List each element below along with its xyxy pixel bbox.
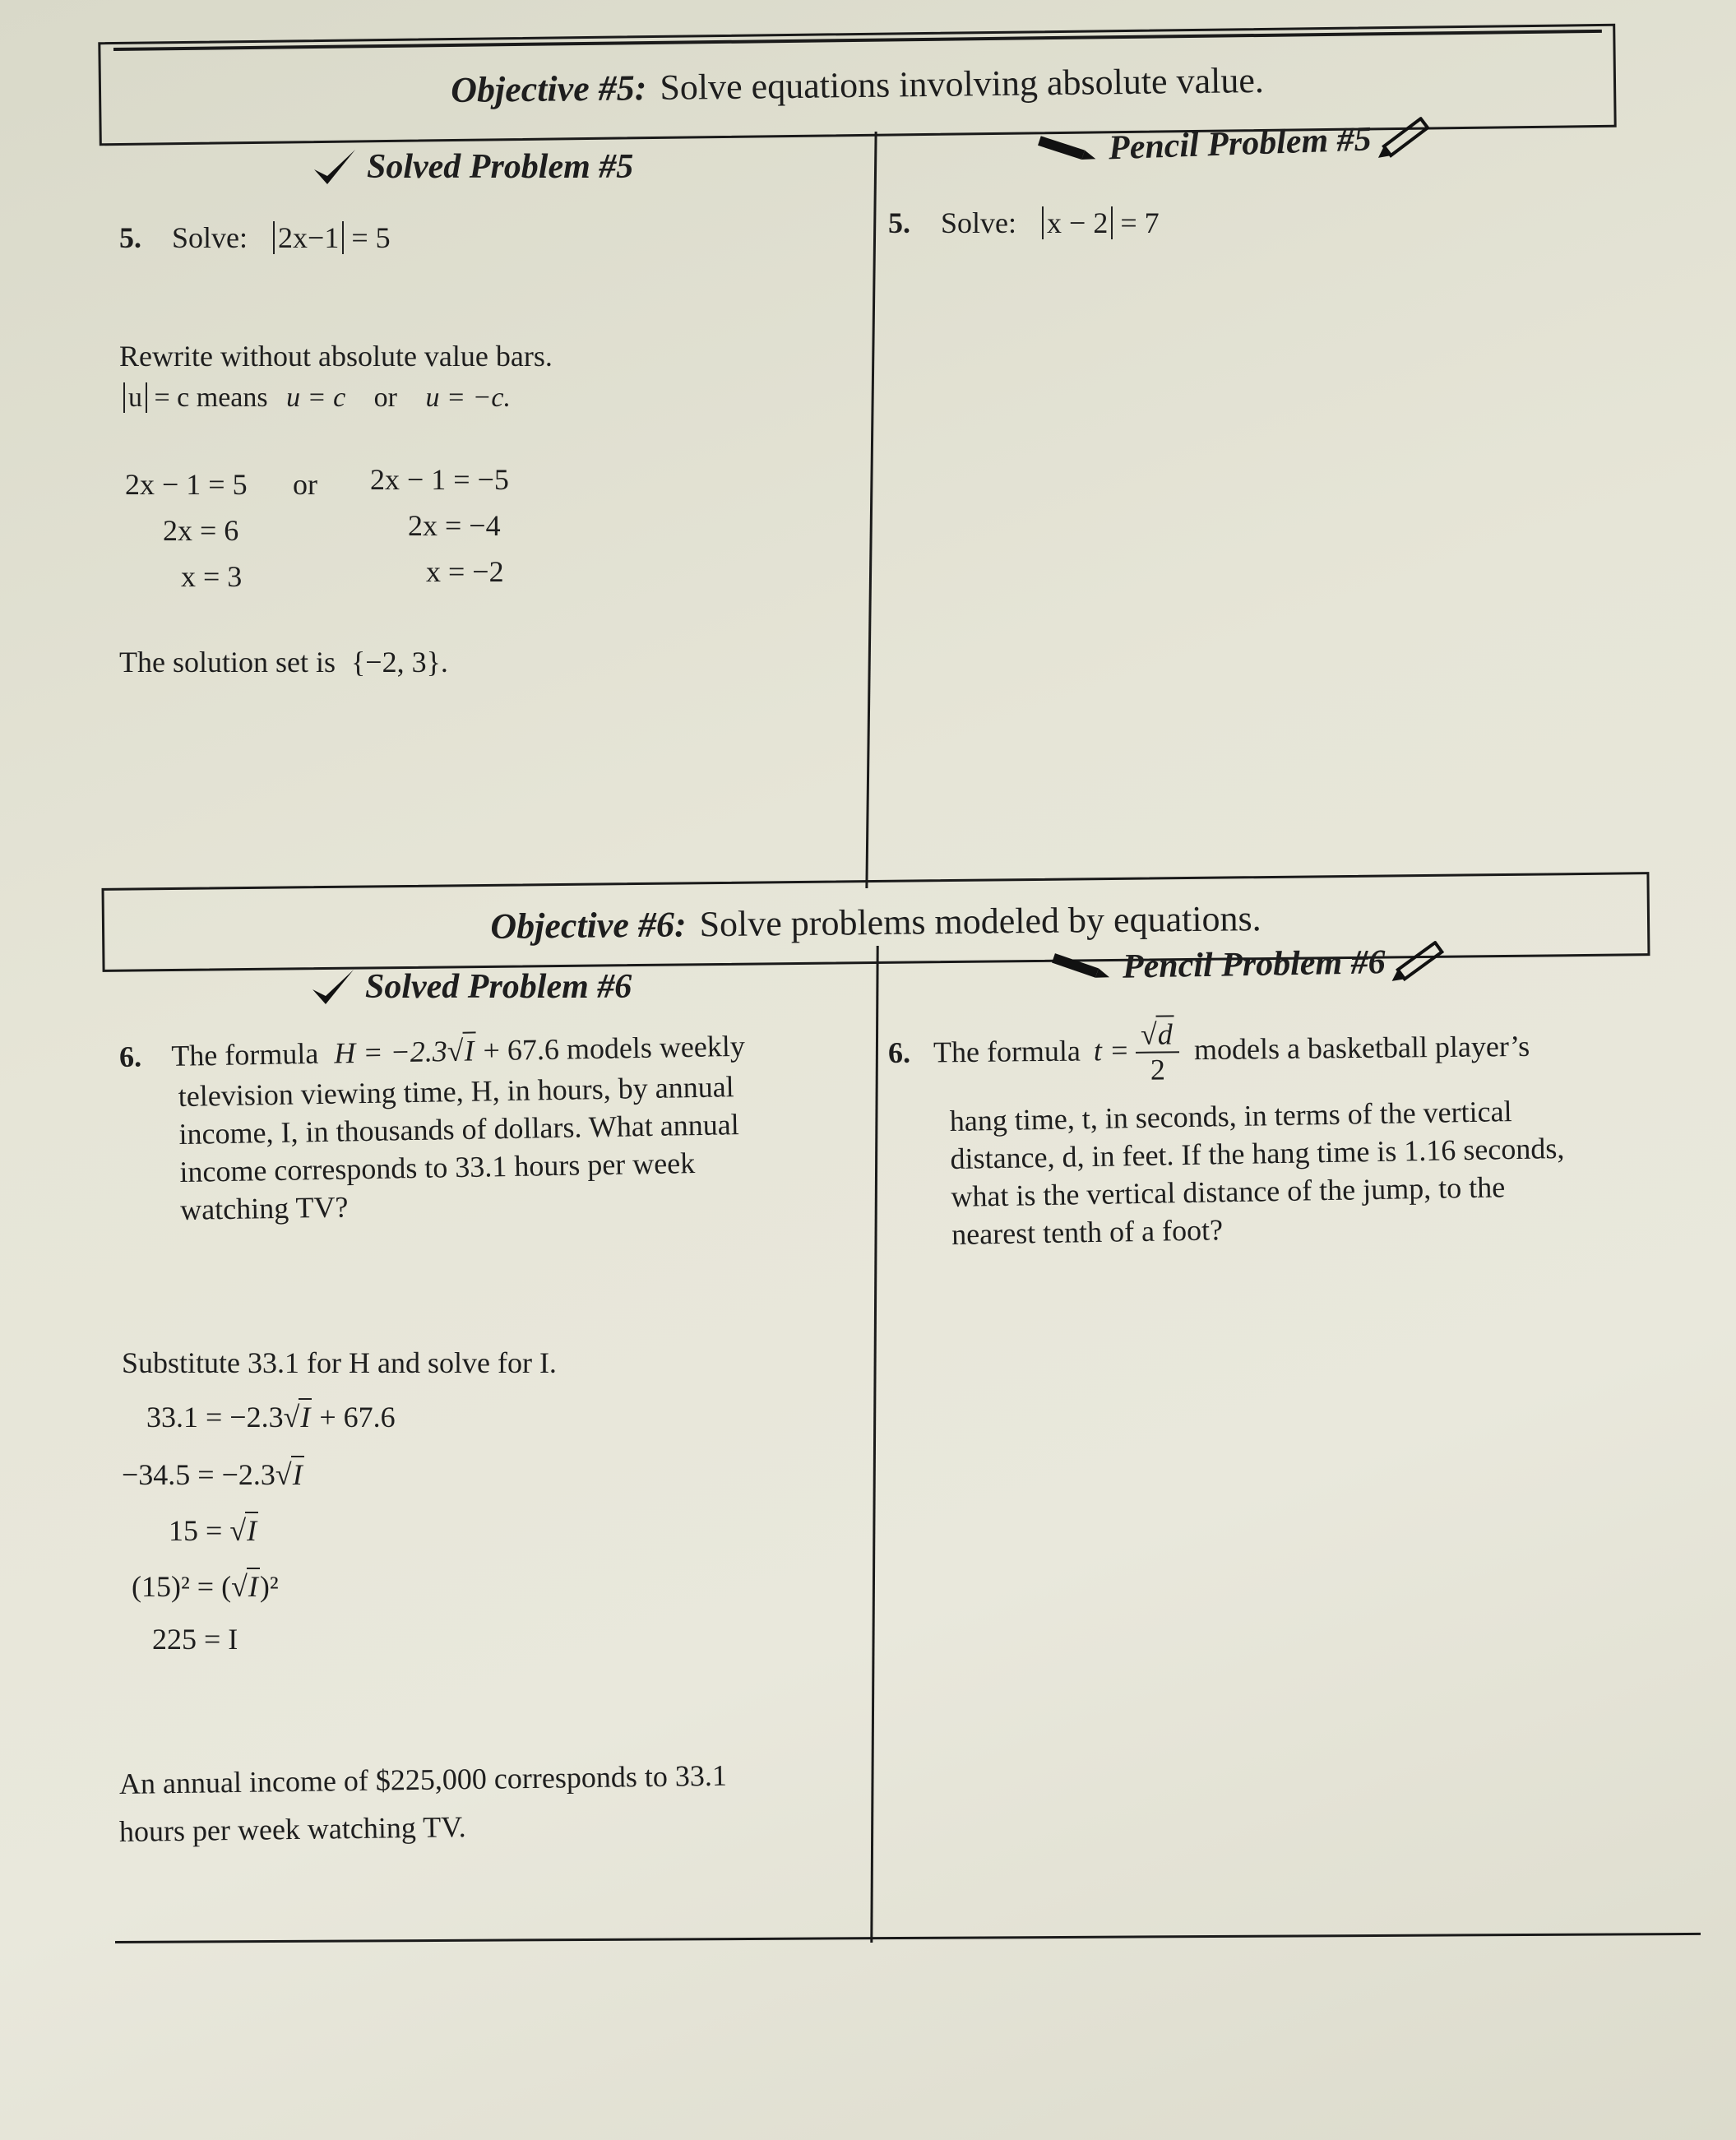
checkmark-icon xyxy=(309,966,357,1007)
divider-upper xyxy=(865,132,877,888)
step-left-2: 2x = 6 xyxy=(163,514,239,547)
pencil-problem-6-heading: Pencil Problem #6 xyxy=(1049,941,1451,989)
solved-6-description: television viewing time, H, in hours, by annual income, I, in thousands of dollars. What annual income corresponds to 33.1 hours per week watching TV? xyxy=(178,1070,740,1226)
step-right-3: x = −2 xyxy=(426,555,504,588)
work-line-2: −34.5 = −2.3√I xyxy=(122,1456,304,1493)
objective-5-text: Solve equations involving absolute value. xyxy=(660,59,1265,108)
checkmark-icon xyxy=(311,146,359,188)
rewrite-instruction: Rewrite without absolute value bars. xyxy=(119,340,553,373)
step-right-2: 2x = −4 xyxy=(408,509,501,542)
pencil-problem-5-heading: Pencil Problem #5 xyxy=(1034,116,1437,171)
divider-lower xyxy=(870,946,878,1943)
bottom-rule xyxy=(115,1933,1701,1943)
conclusion-line-2: hours per week watching TV. xyxy=(118,1810,466,1848)
solved-problem-5-heading: Solved Problem #5 xyxy=(311,146,633,188)
step-right-1: 2x − 1 = −5 xyxy=(370,463,509,496)
solved-6-line-1: 6. The formula H = −2.3√I + 67.6 models weekly xyxy=(118,1029,746,1073)
pencil-5-problem: 5. Solve: x − 2 = 7 xyxy=(888,206,1160,239)
pencil-icon xyxy=(1034,132,1100,168)
work-line-5: 225 = I xyxy=(152,1623,238,1656)
solved-problem-6-heading: Solved Problem #6 xyxy=(309,966,632,1007)
pencil-icon xyxy=(1385,941,1451,983)
step-left-3: x = 3 xyxy=(181,560,243,593)
objective-5-label: Objective #5: xyxy=(450,67,647,110)
abs-value-rule: u = c means u = c or u = −c. xyxy=(123,382,511,415)
objective-6-label: Objective #6: xyxy=(490,903,687,947)
hang-time-fraction: $\frac{√d}{2}$ xyxy=(1136,1015,1180,1086)
pencil-6-description: hang time, t, in seconds, in terms of the vertical distance, d, in feet. If the hang time is 1.16 seconds, what is the vertical distance of the jump, to the nearest tenth of a foot? xyxy=(949,1095,1565,1251)
pencil-icon xyxy=(1049,951,1115,984)
or-word: or xyxy=(293,468,317,501)
work-line-3: 15 = √I xyxy=(169,1512,258,1549)
abs-value-expr: x − 2 xyxy=(1042,206,1113,239)
conclusion-line-1: An annual income of $225,000 corresponds to 33.1 xyxy=(118,1758,728,1800)
objective-6-text: Solve problems modeled by equations. xyxy=(699,897,1261,944)
substitute-line: Substitute 33.1 for H and solve for I. xyxy=(122,1346,557,1379)
pencil-icon xyxy=(1371,116,1438,160)
pencil-6-line-1: 6. The formula t = $\frac{√d}{2}$ models a basketball player’s xyxy=(888,1012,1530,1089)
solved-5-problem: 5. Solve: 2x−1 = 5 xyxy=(119,221,391,254)
work-line-4: (15)² = (√I)² xyxy=(132,1568,279,1605)
abs-value-expr: 2x−1 xyxy=(273,221,344,254)
step-left-1: 2x − 1 = 5 xyxy=(125,468,248,501)
solution-set-line: The solution set is {−2, 3}. xyxy=(119,646,448,679)
work-line-1: 33.1 = −2.3√I + 67.6 xyxy=(146,1398,396,1435)
